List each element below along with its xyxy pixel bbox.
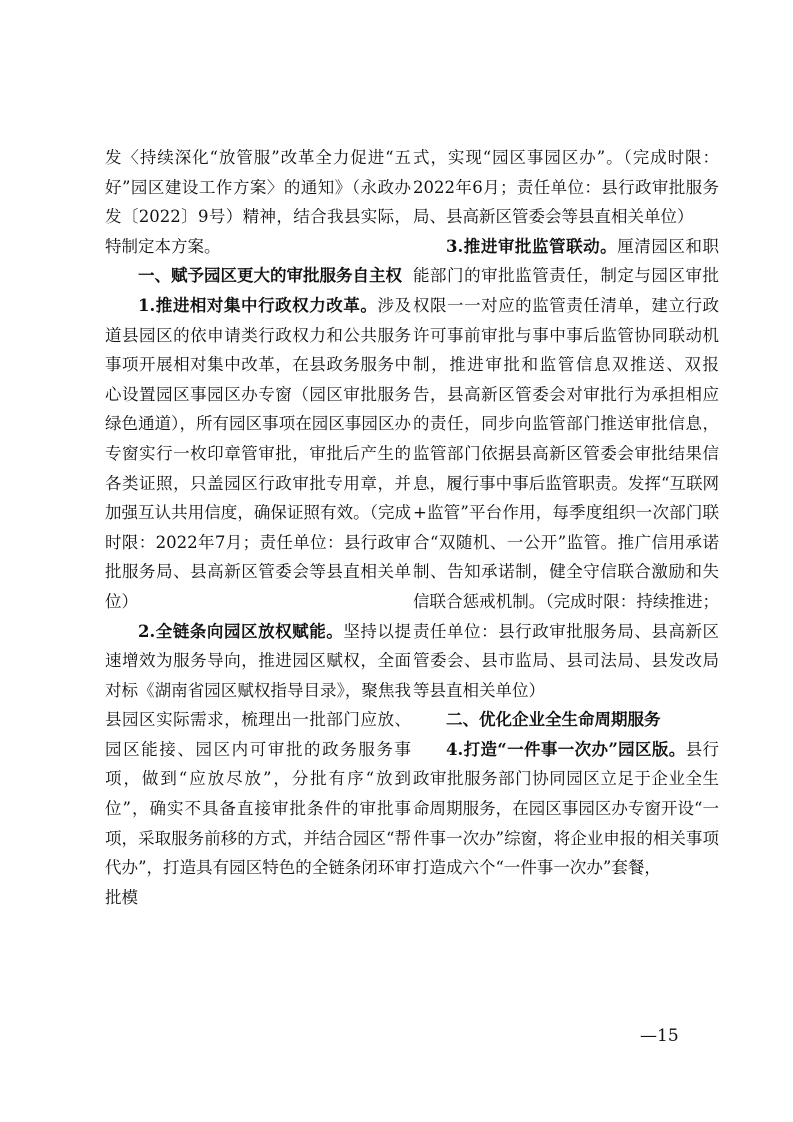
item-3-body: 厘清园区和职能部门的审批监管责任，制定与园区审批权限一一对应的监管责任清单，建立行政许可事前审批与事中事后监管协同联动机制，推进审批和监管信息双推送、双报告，县高新区管委会对审批行为承担相应的责任，同步向监管部门推送审批信息，监管部门依据县高新区管委会审批结果信息，履行事中事后监管职责。发挥“互联网+监管”平台作用，每季度组织一次部门联合“双随机、一公开”监管。推广信用承诺制、告知承诺制，健全守信联合激励和失信联合惩戒机制。（完成时限：持续推进；责任单位：县行政审批服务局、县高新区管委会、县市监局、县司法局、县发改局等县直相关单位） <box>413 236 720 700</box>
section-heading-1: 一、赋予园区更大的审批服务自主权 <box>138 266 402 286</box>
paragraph-item-2 <box>105 617 411 913</box>
item-3-title: 3.推进审批监管联动。 <box>446 236 618 256</box>
paragraph-item-4 <box>413 735 719 883</box>
paragraph-continuation-right: 式，实现“园区事园区办”。（完成时限：2022年6月；责任单位：县行政审批服务局、县高新区管委会等县直相关单位） <box>413 148 719 227</box>
item-1-title: 1.推进相对集中行政权力改革。 <box>138 295 378 315</box>
paragraph-continuation: 发〈持续深化“放管服”改革全力促进“五好”园区建设工作方案〉的通知》（永政办发〔2022〕9号）精神，结合我县实际，特制定本方案。 <box>105 148 411 256</box>
paragraph-item-3 <box>413 232 719 706</box>
item-4-title: 4.打造“一件事一次办”园区版。 <box>446 739 686 759</box>
item-2-title: 2.全链条向园区放权赋能。 <box>138 621 344 641</box>
item-4-body: 县行政审批服务部门协同园区立足于企业全生命周期服务，在园区事园区办专窗开设“一件事一次办”综窗，将企业申报的相关事项打造成六个“一件事一次办”套餐， <box>413 739 720 878</box>
paragraph-item-1 <box>105 291 411 617</box>
item-2-body: 坚持以提速增效为服务导向，推进园区赋权，全面对标《湖南省园区赋权指导目录》，聚焦我县园区实际需求，梳理出一批部门应放、园区能接、园区内可审批的政务服务事项，做到“应放尽放”，分批有序“放到位”，确实不具备直接审批条件的审批事项，采取服务前移的方式，并结合园区“帮代办”，打造具有园区特色的全链条闭环审批模 <box>105 621 411 907</box>
right-column <box>413 143 719 883</box>
item-1-body: 涉及道县园区的依申请类行政权力和公共服务事项开展相对集中改革，在县政务服务中心设置园区事园区办专窗（园区审批服务绿色通道），所有园区事项在园区事园区办专窗实行一枚印章管审批，审批后产生的各类证照，只盖园区行政审批专用章，并加强互认共用信度，确保证照有效。（完成时限：2022年7月；责任单位：县行政审批服务局、县高新区管委会等县直相关单位） <box>105 295 412 611</box>
section-heading-2: 二、优化企业全生命周期服务 <box>446 710 661 730</box>
left-column <box>105 143 411 912</box>
page-number: —15 <box>640 1026 679 1046</box>
